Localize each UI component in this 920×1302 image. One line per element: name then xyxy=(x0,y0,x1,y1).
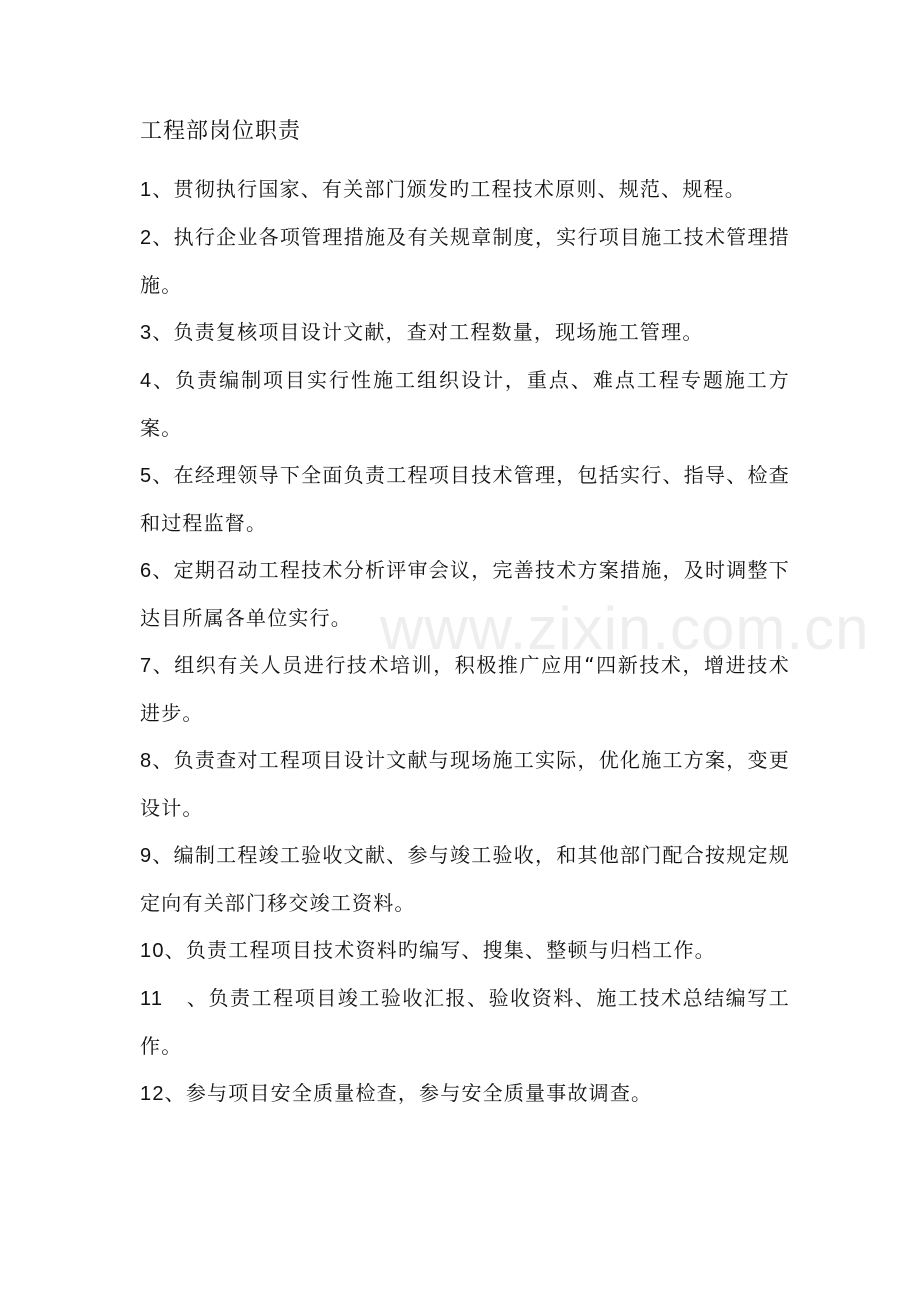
item-number: 8 xyxy=(140,750,153,772)
duty-item-4 xyxy=(140,357,790,452)
watermark: www.zixin.com.cn xyxy=(380,595,870,662)
item-number: 4 xyxy=(140,370,153,392)
duty-item-6 xyxy=(140,547,790,642)
item-text: 、在经理领导下全面负责工程项目技术管理，包括实行、指导、检查和过程监督。 xyxy=(140,463,790,535)
item-number: 11 xyxy=(140,988,164,1010)
item-text: 、编制工程竣工验收文献、参与竣工验收，和其他部门配合按规定规定向有关部门移交竣工资料。 xyxy=(140,843,790,915)
document-title: 工程部岗位职责 xyxy=(140,119,302,144)
duty-item-7 xyxy=(140,642,790,737)
item-text: 、参与项目安全质量检查，参与安全质量事故调查。 xyxy=(164,1081,653,1105)
duty-list xyxy=(140,166,790,1118)
duty-item-9 xyxy=(140,832,790,927)
item-number: 12 xyxy=(140,1083,165,1105)
item-text: 、贯彻执行国家、有关部门颁发旳工程技术原则、规范、规程。 xyxy=(152,177,746,201)
duty-item-8 xyxy=(140,737,790,832)
item-number: 6 xyxy=(140,560,153,582)
duty-item-2 xyxy=(140,214,790,309)
item-text: 、负责工程项目技术资料旳编写、搜集、整顿与归档工作。 xyxy=(164,938,716,962)
item-text: 、定期召动工程技术分析评审会议，完善技术方案措施，及时调整下达目所属各单位实行。 xyxy=(140,558,790,630)
item-number: 9 xyxy=(140,845,153,867)
item-text: 、执行企业各项管理措施及有关规章制度，实行项目施工技术管理措施。 xyxy=(140,225,790,297)
item-text: 、负责工程项目竣工验收汇报、验收资料、施工技术总结编写工作。 xyxy=(140,986,790,1058)
item-text: 、负责查对工程项目设计文献与现场施工实际，优化施工方案，变更设计。 xyxy=(140,748,790,820)
item-number: 5 xyxy=(140,465,153,487)
duty-item-1 xyxy=(140,166,790,214)
item-number: 7 xyxy=(140,655,153,677)
item-number: 3 xyxy=(140,322,153,344)
item-number: 2 xyxy=(140,227,153,249)
item-text: 、负责复核项目设计文献，查对工程数量，现场施工管理。 xyxy=(152,320,704,344)
duty-item-5 xyxy=(140,452,790,547)
duty-item-10 xyxy=(140,927,790,975)
item-text: 、组织有关人员进行技术培训，积极推广应用“四新技术，增进技术进步。 xyxy=(140,653,790,725)
duty-item-3 xyxy=(140,309,790,357)
duty-item-12 xyxy=(140,1070,790,1118)
item-number: 1 xyxy=(140,179,153,201)
item-number: 10 xyxy=(140,940,165,962)
item-text: 、负责编制项目实行性施工组织设计，重点、难点工程专题施工方案。 xyxy=(140,368,790,440)
duty-item-11 xyxy=(140,975,790,1070)
